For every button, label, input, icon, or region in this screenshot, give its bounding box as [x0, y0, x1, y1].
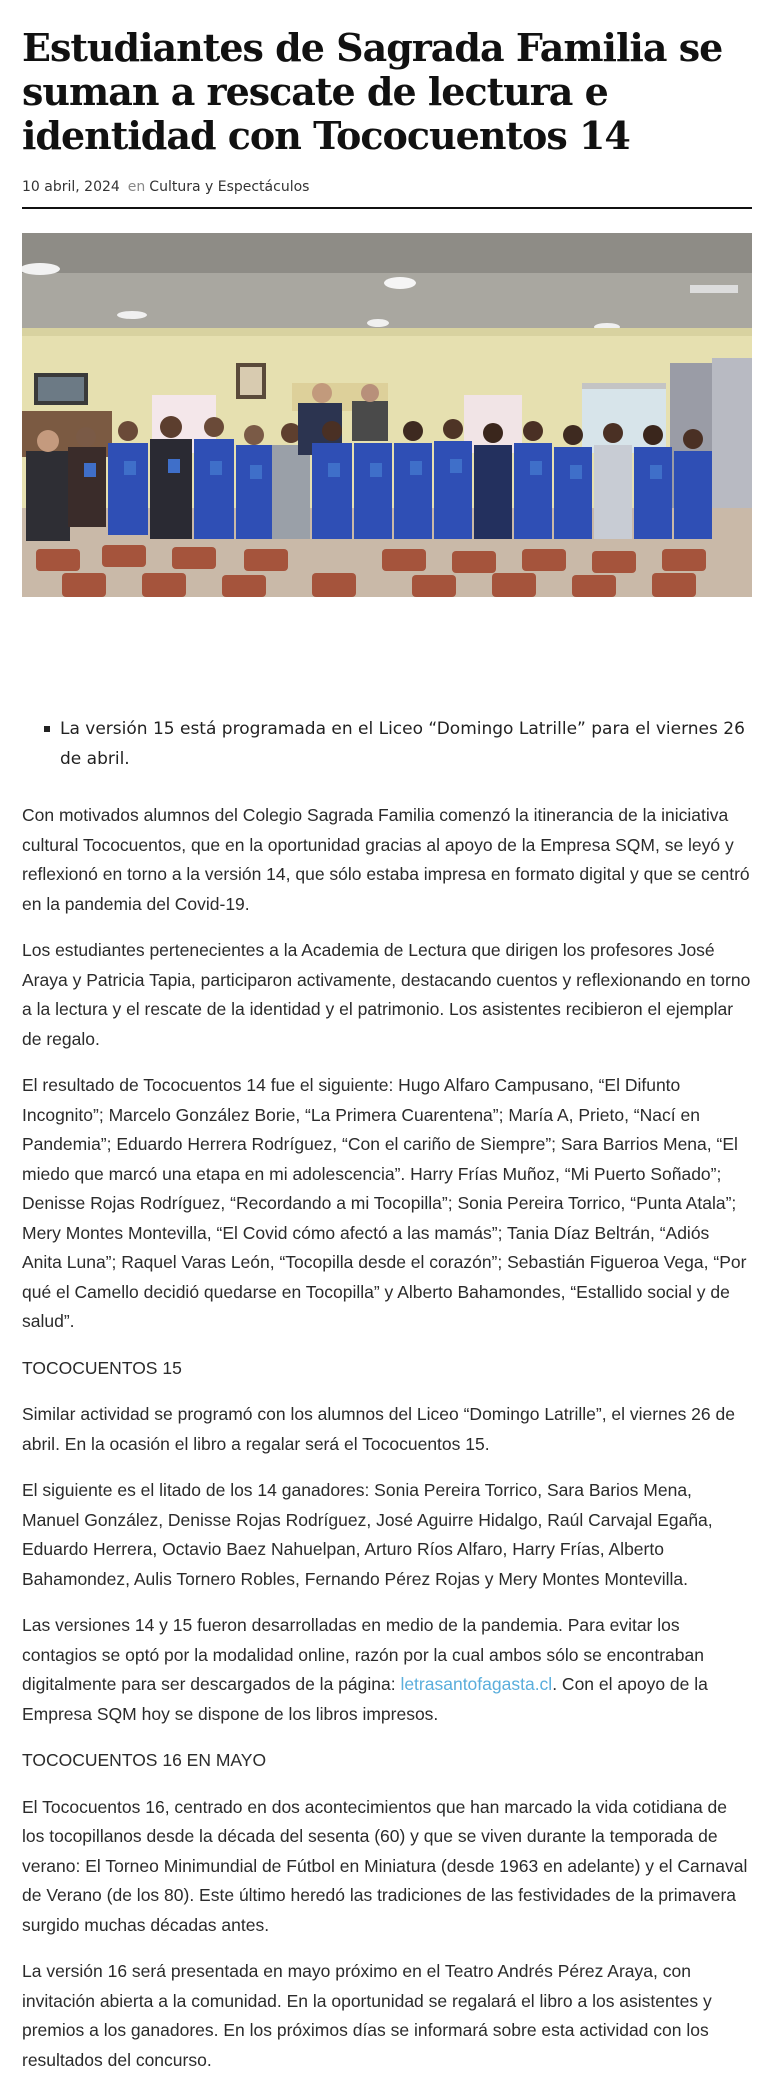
category-link[interactable]: Cultura y Espectáculos	[149, 179, 310, 195]
article-body	[22, 801, 752, 2075]
paragraph: Los estudiantes pertenecientes a la Academia de Lectura que dirigen los profesores José Araya y Patricia Tapia, participaron activamente, destacando cuentos y reflexionando en torno a la lectura y el rescate de la identidad y el patrimonio. Los asistentes recibieron el ejemplar de regalo.	[22, 940, 751, 1049]
article-date: 10 abril, 2024	[22, 179, 120, 195]
paragraph: Con motivados alumnos del Colegio Sagrada Familia comenzó la itinerancia de la iniciativa cultural Tococuentos, que en la oportunidad gracias al apoyo de la Empresa SQM, se leyó y reflexionó en torno a la versión 14, que sólo estaba impresa en formato digital y que se centró en la pandemia del Covid-19.	[22, 805, 750, 914]
article-title: Estudiantes de Sagrada Familia se suman a rescate de lectura e identidad con Tococuentos 14	[22, 25, 723, 158]
paragraph-text: Las versiones 14 y 15 fueron desarrolladas en medio de la pandemia. Para evitar los contagios se optó por la modalidad online, razón por la cual ambos sólo se encontraban digitalmente para ser descargados de la página:	[22, 1615, 704, 1694]
section-heading-tococuentos-15: TOCOCUENTOS 15	[22, 1357, 182, 1378]
highlights-list	[22, 714, 752, 774]
paragraph: Similar actividad se programó con los alumnos del Liceo “Domingo Latrille”, el viernes 26 de abril. En la ocasión el libro a regalar será el Tococuentos 15.	[22, 1404, 735, 1454]
paragraph-text: . Con el apoyo de la Empresa SQM hoy se dispone de los libros impresos.	[22, 1674, 708, 1724]
article-photo	[22, 233, 752, 597]
category-prefix: en	[127, 179, 146, 195]
list-item: La versión 15 está programada en el Liceo “Domingo Latrille” para el viernes 26 de abril.	[22, 714, 752, 774]
paragraph: El siguiente es el litado de los 14 ganadores: Sonia Pereira Torrico, Sara Barios Mena, Manuel González, Denisse Rojas Rodríguez, José Aguirre Hidalgo, Raúl Carvajal Egaña, Eduardo Herrera, Octavio Baez Nahuelpan, Arturo Ríos Alfaro, Harry Frías, Alberto Bahamondez, Aulis Tornero Robles, Fernando Pérez Rojas y Mery Montes Montevilla.	[22, 1480, 713, 1589]
article-meta	[22, 177, 752, 197]
section-heading-tococuentos-16: TOCOCUENTOS 16 EN MAYO	[22, 1750, 267, 1770]
title-divider	[22, 207, 752, 209]
paragraph: El resultado de Tococuentos 14 fue el siguiente: Hugo Alfaro Campusano, “El Difunto Incognito”; Marcelo González Borie, “La Primera Cuarentena”; María A, Prieto, “Nací en Pandemia”; Eduardo Herrera Rodríguez, “Con el cariño de Siempre”; Sara Barrios Mena, “El miedo que marcó una etapa en mi adolescencia”. Harry Frías Muñoz, “Mi Puerto Soñado”; Denisse Rojas Rodríguez, “Recordando a mi Tocopilla”; Sonia Pereira Torrico, “Punta Atala”; Mery Montes Montevilla, “El Covid cómo afectó a las mamás”; Tania Díaz Beltrán, “Adiós Anita Luna”; Raquel Varas León, “Tocopilla desde el corazón”; Sebastián Figueroa Vega, “Por qué el Camello decidió quedarse en Tocopilla” y Alberto Bahamondes, “Estallido social y de salud”.	[22, 1075, 747, 1331]
website-link[interactable]: letrasantofagasta.cl	[400, 1674, 553, 1694]
paragraph: La versión 16 será presentada en mayo próximo en el Teatro Andrés Pérez Araya, con invitación abierta a la comunidad. En la oportunidad se regalará el libro a los asistentes y premios a los ganadores. En los próximos días se informará sobre esta actividad con los resultados del concurso.	[22, 1961, 712, 2070]
paragraph: El Tococuentos 16, centrado en dos acontecimientos que han marcado la vida cotidiana de los tocopillanos desde la década del sesenta (60) y que se viven durante la temporada de verano: El Torneo Minimundial de Fútbol en Miniatura (desde 1963 en adelante) y el Carnaval de Verano (de los 80). Este último heredó las tradiciones de las festividades de la primavera surgido muchas décadas antes.	[22, 1796, 748, 1935]
paragraph	[22, 1611, 752, 1729]
group-photo-image	[22, 233, 752, 597]
article	[22, 0, 752, 2092]
